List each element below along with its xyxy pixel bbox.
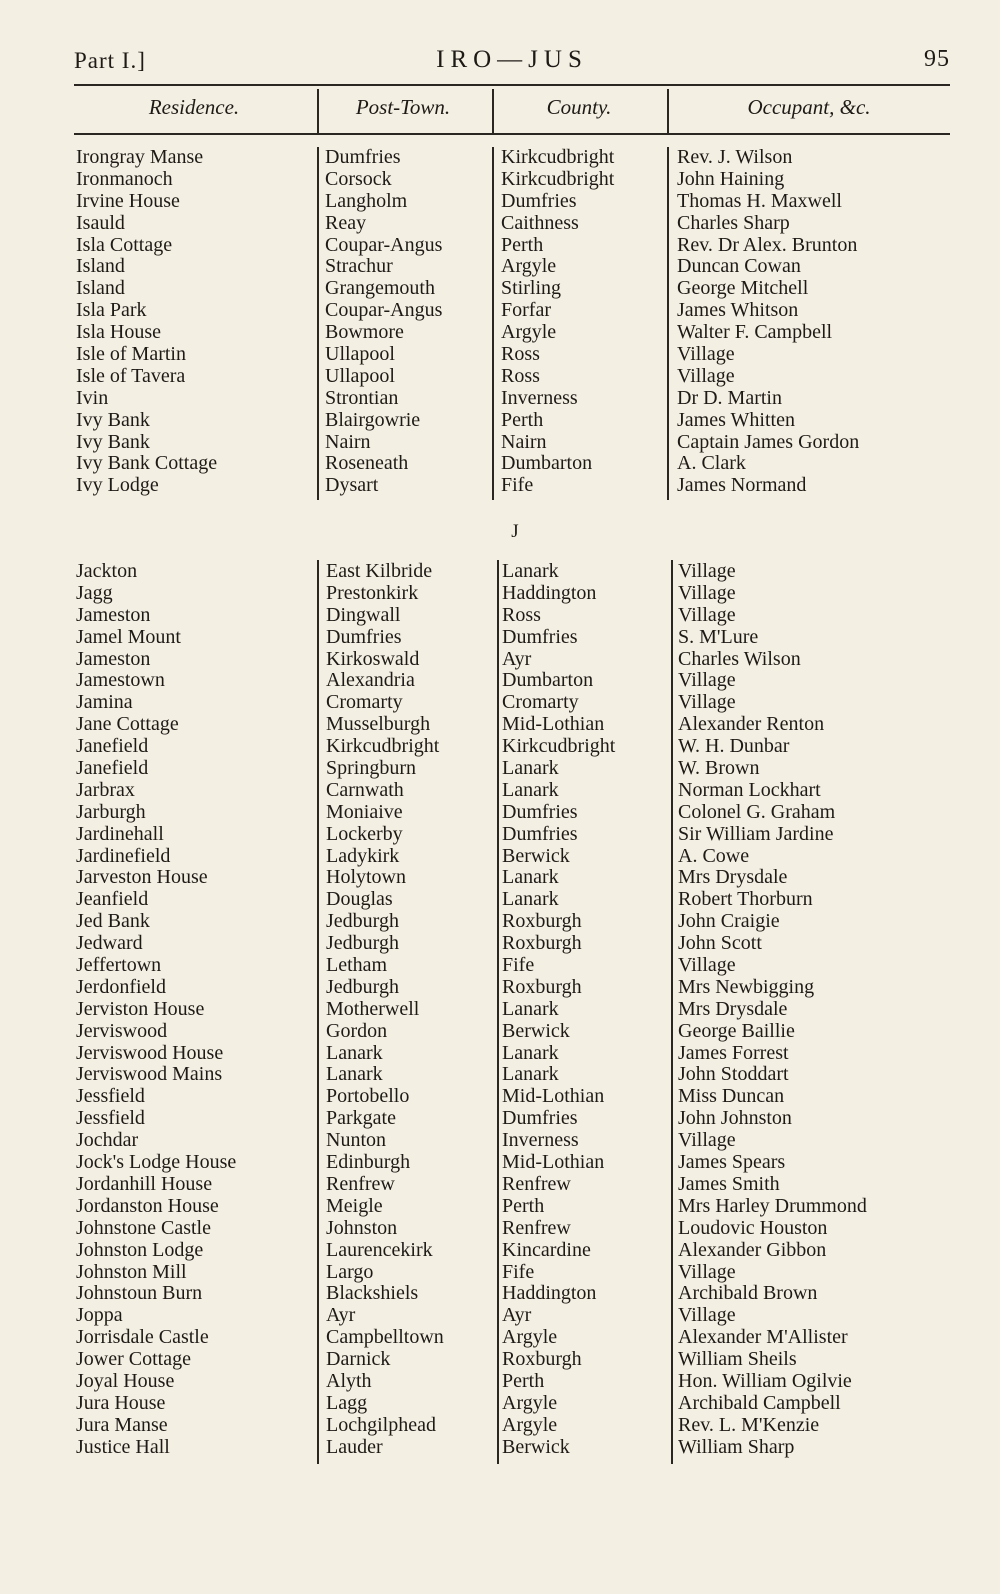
column-divider (667, 147, 669, 500)
occupant-entry: Village (678, 603, 736, 626)
county-entry: Roxburgh (502, 1348, 582, 1371)
occupant-entry: Mrs Harley Drummond (678, 1194, 867, 1217)
column-header-residence: Residence. (148, 95, 240, 119)
county-entry: Lanark (502, 560, 559, 582)
post-town-entry: Lagg (326, 1391, 368, 1414)
county-entry: Roxburgh (502, 932, 582, 955)
residence-entry: Jower Cottage (76, 1348, 191, 1371)
county-entry: Ayr (502, 647, 532, 670)
post-town-entry: East Kilbride (326, 560, 433, 582)
county-entry: Ross (501, 343, 540, 366)
county-entry: Argyle (501, 321, 557, 344)
residence-entry: Jura House (76, 1391, 166, 1414)
occupant-entry: Captain James Gordon (677, 430, 860, 453)
post-town-entry: Blackshiels (326, 1282, 419, 1305)
residence-entry: Joyal House (76, 1369, 175, 1392)
post-town-entry: Jedburgh (326, 975, 399, 998)
post-town-entry: Douglas (326, 888, 393, 911)
residence-entry: Janefield (76, 757, 149, 780)
county-entry: Berwick (502, 1435, 570, 1458)
occupant-entry: James Smith (678, 1172, 780, 1195)
occupant-entry: Village (678, 691, 736, 714)
occupant-entry: Rev. L. M'Kenzie (678, 1413, 820, 1436)
post-town-entry: Ullapool (325, 343, 395, 366)
residence-entry: Isle of Tavera (76, 364, 186, 387)
post-town-entry: Motherwell (326, 997, 420, 1020)
county-entry: Haddington (502, 1282, 597, 1305)
post-town-entry: Campbelltown (326, 1326, 444, 1349)
post-town-entry: Holytown (326, 866, 406, 889)
residence-entry: Jagg (76, 581, 113, 604)
column-header-occupant: Occupant, &c. (747, 95, 871, 119)
post-town-entry: Parkgate (326, 1107, 396, 1130)
county-entry: Lanark (502, 866, 559, 889)
column-divider (671, 560, 673, 1464)
column-divider (317, 147, 319, 500)
occupant-entry: George Mitchell (677, 277, 809, 300)
residence-entry: Jardinefield (76, 844, 171, 867)
county-entry: Roxburgh (502, 975, 582, 998)
occupant-entry: William Sheils (678, 1348, 797, 1371)
post-town-entry: Carnwath (326, 778, 404, 801)
occupant-entry: John Haining (677, 167, 785, 190)
county-entry: Kirkcudbright (501, 167, 615, 190)
occupant-entry: Thomas H. Maxwell (677, 189, 842, 212)
residence-entry: Jessfield (76, 1085, 145, 1108)
residence-entry: Jessfield (76, 1107, 145, 1130)
occupant-entry: Village (678, 954, 736, 977)
county-entry: Caithness (501, 211, 579, 234)
header-divider (317, 89, 319, 133)
occupant-entry: James Whitson (677, 299, 799, 322)
occupant-entry: John Johnston (678, 1107, 792, 1130)
residence-entry: Jordanston House (76, 1194, 219, 1217)
occupant-entry: Village (678, 560, 736, 582)
residence-entry: Ivy Bank Cottage (76, 452, 218, 475)
residence-entry: Jorrisdale Castle (76, 1326, 209, 1349)
county-entry: Perth (501, 233, 544, 256)
occupant-entry: George Baillie (678, 1019, 795, 1042)
post-town-entry: Roseneath (325, 452, 409, 475)
county-entry: Kirkcudbright (501, 146, 615, 168)
occupant-entry: William Sharp (678, 1435, 795, 1458)
residence-entry: Joppa (76, 1304, 123, 1327)
column-header-post-town: Post-Town. (355, 95, 451, 119)
alphabetical-range: IRO—JUS (436, 46, 588, 73)
residence-entry: Jeanfield (76, 888, 149, 911)
county-entry: Renfrew (502, 1216, 571, 1239)
post-town-entry: Bowmore (325, 321, 404, 344)
occupant-entry: Village (678, 581, 736, 604)
county-entry: Fife (501, 474, 534, 497)
occupant-entry: John Scott (678, 932, 762, 955)
occupant-entry: Archibald Brown (678, 1282, 818, 1305)
post-town-entry: Renfrew (326, 1172, 395, 1195)
occupant-entry: Norman Lockhart (678, 778, 821, 801)
occupant-entry: Mrs Drysdale (678, 866, 788, 889)
post-town-entry: Johnston (326, 1216, 398, 1239)
post-town-entry: Moniaive (326, 800, 403, 823)
residence-entry: Jameston (76, 603, 151, 626)
occupant-entry: A. Clark (677, 452, 746, 475)
county-entry: Dumbarton (502, 669, 594, 692)
post-town-entry: Jedburgh (326, 932, 399, 955)
section-letter: J (511, 521, 519, 542)
county-entry: Ross (502, 603, 541, 626)
occupant-entry: Village (678, 1304, 736, 1327)
residence-entry: Island (76, 255, 125, 278)
residence-column (76, 561, 236, 1459)
occupant-entry: James Whitten (677, 408, 795, 431)
post-town-entry: Ayr (326, 1304, 356, 1327)
occupant-entry: Duncan Cowan (677, 255, 801, 278)
county-entry: Kincardine (502, 1238, 591, 1261)
residence-entry: Irvine House (76, 189, 180, 212)
residence-entry: Jedward (76, 932, 143, 955)
header-divider (492, 89, 494, 133)
post-town-entry: Gordon (326, 1019, 388, 1042)
county-entry: Argyle (502, 1326, 558, 1349)
residence-entry: Jackton (76, 560, 138, 582)
occupant-entry: Sir William Jardine (678, 822, 834, 845)
residence-entry: Johnstoun Burn (76, 1282, 203, 1305)
county-entry: Cromarty (502, 691, 579, 714)
occupant-entry: Charles Wilson (678, 647, 801, 670)
county-entry: Argyle (501, 255, 557, 278)
post-town-entry: Corsock (325, 167, 392, 190)
post-town-entry: Ullapool (325, 364, 395, 387)
residence-entry: Jock's Lodge House (76, 1151, 237, 1174)
column-divider (317, 560, 319, 1464)
post-town-entry: Strontian (325, 386, 399, 409)
header-bottom-rule (74, 133, 950, 135)
occupant-entry: Village (678, 1129, 736, 1152)
county-entry: Renfrew (502, 1172, 571, 1195)
post-town-entry: Edinburgh (326, 1151, 411, 1174)
residence-entry: Jerviston House (76, 997, 205, 1020)
county-entry: Perth (502, 1194, 545, 1217)
residence-entry: Ivin (76, 386, 109, 409)
residence-entry: Irongray Manse (76, 146, 204, 168)
residence-entry: Janefield (76, 735, 149, 758)
post-town-entry: Laurencekirk (326, 1238, 433, 1261)
county-entry: Lanark (502, 1041, 559, 1064)
county-entry: Forfar (501, 299, 551, 322)
county-entry: Fife (502, 1260, 535, 1283)
county-entry: Fife (502, 954, 535, 977)
residence-entry: Jerdonfield (76, 975, 166, 998)
occupant-entry: Village (677, 364, 735, 387)
residence-entry: Jerviswood Mains (76, 1063, 223, 1086)
post-town-entry: Dysart (325, 474, 379, 497)
residence-entry: Jamel Mount (76, 625, 181, 648)
occupant-entry: James Normand (677, 474, 807, 497)
post-town-entry: Prestonkirk (326, 581, 419, 604)
post-town-entry: Nunton (326, 1129, 386, 1152)
county-entry: Berwick (502, 1019, 570, 1042)
county-entry: Nairn (501, 430, 547, 453)
residence-entry: Ivy Lodge (76, 474, 159, 497)
occupant-entry: Hon. William Ogilvie (678, 1369, 852, 1392)
county-entry: Ayr (502, 1304, 532, 1327)
county-column (501, 147, 614, 497)
county-entry: Perth (502, 1369, 545, 1392)
county-entry: Dumfries (502, 800, 578, 823)
post-town-entry: Grangemouth (325, 277, 435, 300)
column-header-county: County. (546, 95, 612, 119)
county-entry: Argyle (502, 1391, 558, 1414)
occupant-entry: A. Cowe (678, 844, 750, 867)
residence-entry: Jarburgh (76, 800, 146, 823)
page-number: 95 (924, 46, 950, 72)
post-town-entry: Alexandria (326, 669, 415, 692)
county-entry: Perth (501, 408, 544, 431)
occupant-entry: Rev. Dr Alex. Brunton (677, 233, 858, 256)
post-town-entry: Reay (325, 211, 367, 234)
post-town-entry: Letham (326, 954, 388, 977)
county-entry: Dumfries (502, 822, 578, 845)
occupant-entry: James Spears (678, 1151, 786, 1174)
post-town-entry: Jedburgh (326, 910, 399, 933)
county-entry: Inverness (502, 1129, 579, 1152)
occupant-entry: Robert Thorburn (678, 888, 813, 911)
residence-entry: Ironmanoch (76, 167, 173, 190)
county-entry: Dumbarton (501, 452, 593, 475)
residence-entry: Justice Hall (76, 1435, 170, 1458)
county-entry: Stirling (501, 277, 562, 300)
county-entry: Dumfries (502, 625, 578, 648)
county-entry: Argyle (502, 1413, 558, 1436)
residence-entry: Jeffertown (76, 954, 162, 977)
occupant-entry: W. H. Dunbar (678, 735, 790, 758)
county-entry: Lanark (502, 888, 559, 911)
residence-entry: Jamestown (76, 669, 165, 692)
residence-entry: Jardinehall (76, 822, 164, 845)
header-divider (667, 89, 669, 133)
county-entry: Haddington (502, 581, 597, 604)
residence-entry: Jed Bank (76, 910, 150, 933)
occupant-entry: Walter F. Campbell (677, 321, 833, 344)
residence-entry: Ivy Bank (76, 430, 150, 453)
county-entry: Mid-Lothian (502, 1085, 605, 1108)
post-town-column (326, 561, 444, 1459)
header-top-rule (74, 84, 950, 86)
post-town-entry: Nairn (325, 430, 371, 453)
post-town-entry: Lanark (326, 1041, 383, 1064)
occupant-entry: Loudovic Houston (678, 1216, 828, 1239)
residence-entry: Jochdar (76, 1129, 139, 1152)
residence-entry: Jerviswood House (76, 1041, 224, 1064)
occupant-entry: Dr D. Martin (677, 386, 782, 409)
post-town-entry: Meigle (326, 1194, 383, 1217)
post-town-entry: Lanark (326, 1063, 383, 1086)
post-town-entry: Lauder (326, 1435, 383, 1458)
occupant-entry: Alexander Renton (678, 713, 825, 736)
occupant-entry: Village (678, 1260, 736, 1283)
part-label: Part I.] (74, 48, 146, 73)
county-column (502, 561, 615, 1459)
post-town-entry: Springburn (326, 757, 416, 780)
occupant-entry: Miss Duncan (678, 1085, 785, 1108)
post-town-entry: Portobello (326, 1085, 410, 1108)
post-town-entry: Largo (326, 1260, 374, 1283)
residence-entry: Isle of Martin (76, 343, 186, 366)
occupant-entry: James Forrest (678, 1041, 789, 1064)
residence-entry: Isla Cottage (76, 233, 173, 256)
occupant-entry: Colonel G. Graham (678, 800, 836, 823)
post-town-entry: Cromarty (326, 691, 403, 714)
column-divider (492, 147, 494, 500)
occupant-entry: Alexander M'Allister (678, 1326, 848, 1349)
post-town-entry: Langholm (325, 189, 408, 212)
residence-entry: Johnstone Castle (76, 1216, 211, 1239)
post-town-entry: Kirkcudbright (326, 735, 440, 758)
post-town-entry: Dumfries (325, 146, 401, 168)
residence-entry: Jordanhill House (76, 1172, 213, 1195)
occupant-entry: Village (678, 669, 736, 692)
occupant-column (678, 561, 867, 1459)
residence-entry: Isauld (76, 211, 125, 234)
post-town-entry: Kirkoswald (326, 647, 420, 670)
county-entry: Lanark (502, 757, 559, 780)
post-town-entry: Alyth (326, 1369, 372, 1392)
residence-entry: Isla House (76, 321, 161, 344)
occupant-entry: Village (677, 343, 735, 366)
residence-entry: Johnston Lodge (76, 1238, 204, 1261)
occupant-column (677, 147, 859, 497)
occupant-entry: Charles Sharp (677, 211, 790, 234)
occupant-entry: Mrs Newbigging (678, 975, 815, 998)
residence-entry: Johnston Mill (76, 1260, 187, 1283)
residence-entry: Isla Park (76, 299, 147, 322)
occupant-entry: John Craigie (678, 910, 780, 933)
occupant-entry: Mrs Drysdale (678, 997, 788, 1020)
residence-entry: Ivy Bank (76, 408, 150, 431)
county-entry: Dumfries (501, 189, 577, 212)
residence-entry: Island (76, 277, 125, 300)
post-town-entry: Darnick (326, 1348, 391, 1371)
residence-entry: Jameston (76, 647, 151, 670)
county-entry: Ross (501, 364, 540, 387)
county-entry: Mid-Lothian (502, 1151, 605, 1174)
county-entry: Berwick (502, 844, 570, 867)
occupant-entry: S. M'Lure (678, 625, 759, 648)
post-town-entry: Coupar-Angus (325, 299, 443, 322)
county-entry: Roxburgh (502, 910, 582, 933)
column-divider (497, 560, 499, 1464)
post-town-entry: Musselburgh (326, 713, 431, 736)
occupant-entry: John Stoddart (678, 1063, 789, 1086)
residence-entry: Jerviswood (76, 1019, 168, 1042)
post-town-entry: Lockerby (326, 822, 403, 845)
running-head (74, 44, 950, 80)
occupant-entry: W. Brown (678, 757, 760, 780)
post-town-entry: Strachur (325, 255, 393, 278)
residence-entry: Jarbrax (76, 778, 135, 801)
county-entry: Lanark (502, 778, 559, 801)
residence-entry: Jamina (76, 691, 133, 714)
county-entry: Kirkcudbright (502, 735, 616, 758)
county-entry: Lanark (502, 1063, 559, 1086)
county-entry: Inverness (501, 386, 578, 409)
residence-entry: Jarveston House (76, 866, 208, 889)
county-entry: Lanark (502, 997, 559, 1020)
occupant-entry: Archibald Campbell (678, 1391, 841, 1414)
post-town-entry: Dumfries (326, 625, 402, 648)
residence-entry: Jane Cottage (76, 713, 179, 736)
post-town-entry: Ladykirk (326, 844, 400, 867)
post-town-column (325, 147, 442, 497)
post-town-entry: Blairgowrie (325, 408, 421, 431)
occupant-entry: Rev. J. Wilson (677, 146, 793, 168)
post-town-entry: Coupar-Angus (325, 233, 443, 256)
occupant-entry: Alexander Gibbon (678, 1238, 827, 1261)
post-town-entry: Lochgilphead (326, 1413, 436, 1436)
county-entry: Mid-Lothian (502, 713, 605, 736)
residence-column (76, 147, 217, 497)
residence-entry: Jura Manse (76, 1413, 168, 1436)
post-town-entry: Dingwall (326, 603, 401, 626)
county-entry: Dumfries (502, 1107, 578, 1130)
